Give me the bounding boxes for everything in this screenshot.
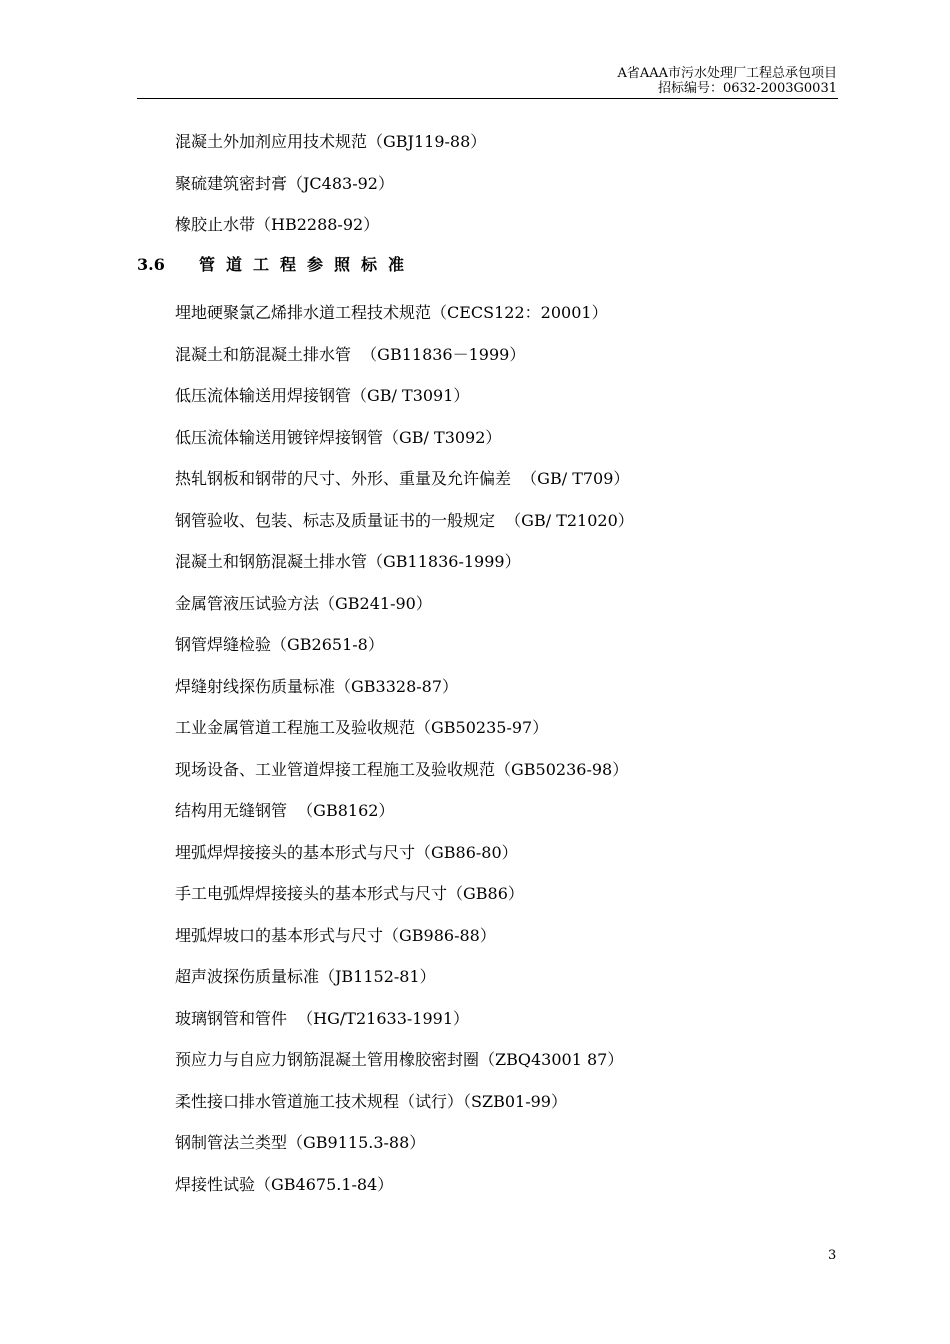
- list-item: 混凝土和钢筋混凝土排水管（GB11836-1999）: [175, 552, 521, 571]
- list-item: 焊缝射线探伤质量标准（GB3328-87）: [175, 676, 459, 696]
- list-item: 低压流体输送用镀锌焊接钢管（GB/ T3092）: [175, 427, 502, 447]
- list-item: 钢管验收、包装、标志及质量证书的一般规定 （GB/ T21020）: [175, 510, 634, 530]
- section-heading: [137, 255, 415, 275]
- list-item: 聚硫建筑密封膏（JC483-92）: [175, 173, 394, 193]
- list-item: 预应力与自应力钢筋混凝土管用橡胶密封圈（ZBQ43001 87）: [175, 1050, 624, 1069]
- list-item: 混凝土和筋混凝土排水管 （GB11836－1999）: [175, 344, 526, 364]
- header-divider: [137, 98, 838, 99]
- list-item: 混凝土外加剂应用技术规范（GBJ119-88）: [175, 132, 487, 151]
- list-item: 柔性接口排水管道施工技术规程（试行）（SZB01-99）: [175, 1091, 567, 1111]
- list-item: 埋地硬聚氯乙烯排水道工程技术规范（CECS122：20001）: [175, 303, 608, 322]
- bid-number: 招标编号：0632-2003G0031: [657, 81, 837, 96]
- page-header: [617, 66, 837, 96]
- list-item: 低压流体输送用焊接钢管（GB/ T3091）: [175, 386, 470, 405]
- list-item: 热轧钢板和钢带的尺寸、外形、重量及允许偏差 （GB/ T709）: [175, 469, 630, 488]
- pipeline-standards-list: [175, 303, 634, 1216]
- list-item: 钢制管法兰类型（GB9115.3-88）: [175, 1133, 426, 1152]
- list-item: 结构用无缝钢管 （GB8162）: [175, 801, 395, 820]
- list-item: 埋弧焊焊接接头的基本形式与尺寸（GB86-80）: [175, 842, 518, 862]
- standards-list-continued: [175, 132, 486, 257]
- list-item: 金属管液压试验方法（GB241-90）: [175, 593, 432, 613]
- list-item: 玻璃钢管和管件 （HG/T21633-1991）: [175, 1008, 469, 1028]
- list-item: 工业金属管道工程施工及验收规范（GB50235-97）: [175, 718, 549, 737]
- list-item: 埋弧焊坡口的基本形式与尺寸（GB986-88）: [175, 925, 496, 945]
- project-name: A省AAA市污水处理厂工程总承包项目: [617, 66, 837, 81]
- list-item: 橡胶止水带（HB2288-92）: [175, 215, 380, 234]
- section-number: 3.6: [137, 255, 165, 274]
- list-item: 现场设备、工业管道焊接工程施工及验收规范（GB50236-98）: [175, 759, 629, 779]
- list-item: 手工电弧焊焊接接头的基本形式与尺寸（GB86）: [175, 884, 524, 903]
- page-number: 3: [828, 1248, 837, 1263]
- list-item: 钢管焊缝检验（GB2651-8）: [175, 635, 384, 654]
- list-item: 超声波探伤质量标准（JB1152-81）: [175, 967, 436, 986]
- section-title: 管道工程参照标准: [199, 255, 416, 274]
- list-item: 焊接性试验（GB4675.1-84）: [175, 1174, 394, 1194]
